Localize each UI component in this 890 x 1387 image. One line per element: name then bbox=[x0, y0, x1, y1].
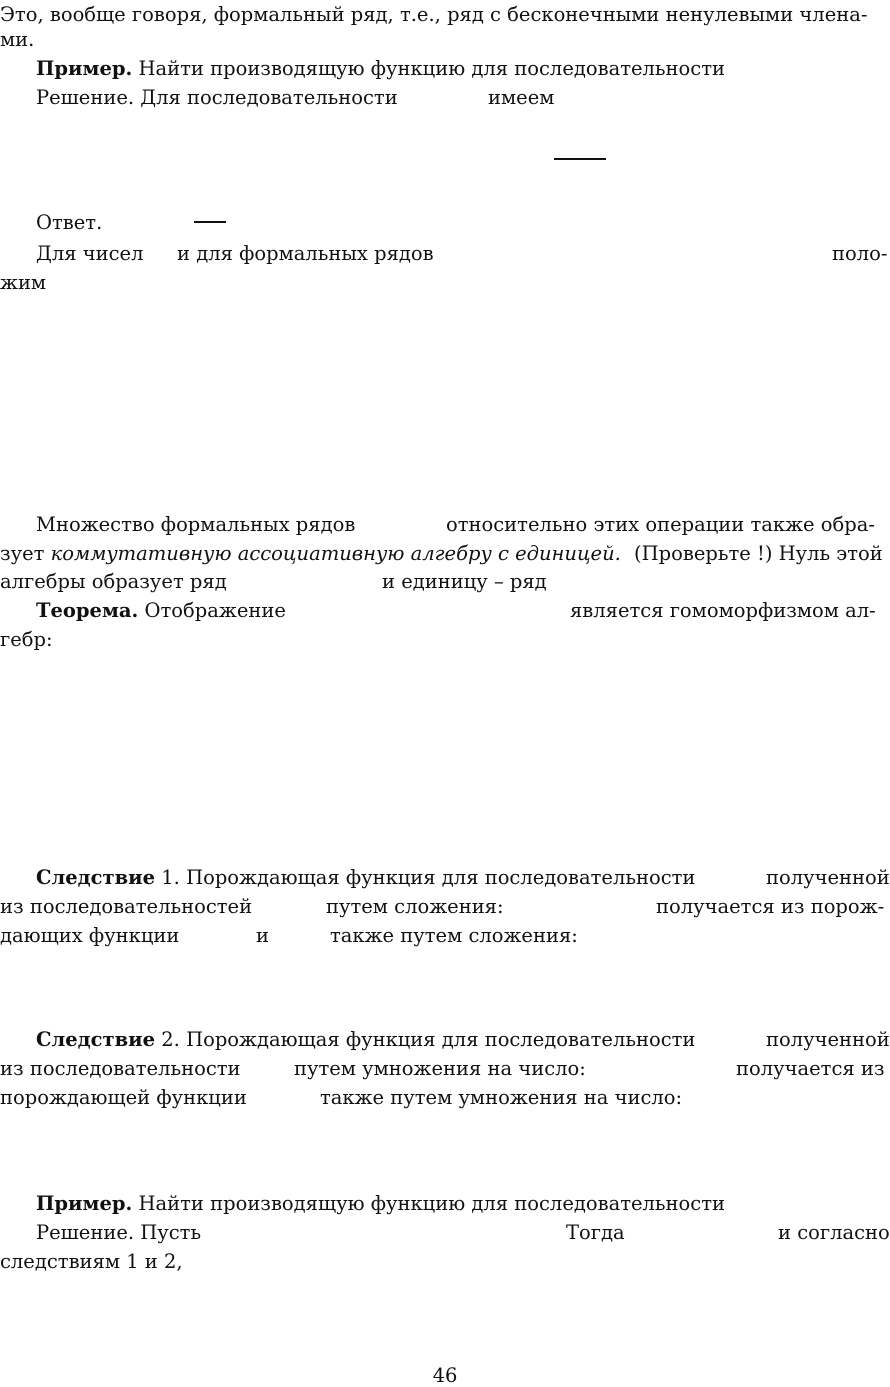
paragraph-line bbox=[0, 567, 890, 597]
theorem-line bbox=[0, 625, 890, 655]
corollary-text: также путем умножения на число: bbox=[320, 1086, 683, 1109]
corollary-text: дающих функции bbox=[0, 924, 180, 947]
corollary-line bbox=[0, 1083, 890, 1113]
corollary-text: полученной bbox=[766, 1028, 890, 1051]
paragraph-line bbox=[0, 510, 890, 540]
corollary-line bbox=[0, 921, 890, 951]
definition-text: жим bbox=[0, 271, 47, 294]
example-heading bbox=[0, 1189, 890, 1219]
solution-text: Решение. Пусть bbox=[36, 1221, 202, 1244]
corollary-text: 1. Порождающая функция для последовательности bbox=[161, 866, 696, 889]
corollary-text: из последовательностей bbox=[0, 895, 253, 918]
definition-line bbox=[0, 268, 890, 298]
example-label: Пример. bbox=[36, 57, 133, 80]
corollary-text: получается из bbox=[736, 1057, 885, 1080]
solution-text: и согласно bbox=[778, 1221, 890, 1244]
solution-text: следствиям 1 и 2, bbox=[0, 1250, 183, 1273]
corollary-line bbox=[0, 863, 890, 893]
page-number: 46 bbox=[432, 1364, 458, 1387]
example-label: Пример. bbox=[36, 1192, 133, 1215]
paragraph-text: алгебры образует ряд bbox=[0, 570, 227, 593]
corollary-line bbox=[0, 1054, 890, 1084]
corollary-text: из последовательности bbox=[0, 1057, 241, 1080]
corollary-text: получается из порож- bbox=[656, 895, 885, 918]
theorem-label: Теорема. bbox=[36, 599, 139, 622]
solution-line bbox=[0, 83, 890, 113]
theorem-text: является гомоморфизмом ал- bbox=[570, 599, 876, 622]
theorem-line bbox=[0, 596, 890, 626]
example-text: Найти производящую функцию для последовательности bbox=[138, 1192, 725, 1215]
corollary-text: путем сложения: bbox=[326, 895, 504, 918]
corollary-label: Следствие bbox=[36, 1028, 156, 1051]
corollary-text: путем умножения на число: bbox=[294, 1057, 586, 1080]
example-heading bbox=[0, 54, 890, 84]
solution-line bbox=[0, 1247, 890, 1277]
paragraph-text: ми. bbox=[0, 28, 35, 51]
theorem-text: Отображение bbox=[144, 599, 286, 622]
paragraph-text: Это, вообще говоря, формальный ряд, т.е., ряд с бесконечными ненулевыми члена- bbox=[0, 3, 868, 26]
emphasis-text: коммутативную ассоциативную алгебру с единицей. bbox=[50, 542, 621, 565]
corollary-text: 2. Порождающая функция для последовательности bbox=[161, 1028, 696, 1051]
theorem-text: гебр: bbox=[0, 628, 53, 651]
solution-text: имеем bbox=[488, 86, 555, 109]
paragraph-line bbox=[0, 539, 890, 569]
definition-text: Для чисел bbox=[36, 242, 144, 265]
solution-text: Решение. Для последовательности bbox=[36, 86, 398, 109]
solution-text: Тогда bbox=[566, 1221, 625, 1244]
corollary-text: полученной bbox=[766, 866, 890, 889]
paragraph-text: Множество формальных рядов bbox=[36, 513, 356, 536]
corollary-line bbox=[0, 892, 890, 922]
paragraph-text: (Проверьте !) Нуль этой bbox=[634, 542, 883, 565]
definition-line bbox=[0, 239, 890, 269]
fraction-bar bbox=[194, 221, 226, 223]
example-text: Найти производящую функцию для последовательности bbox=[138, 57, 725, 80]
answer-line bbox=[0, 208, 890, 238]
corollary-line bbox=[0, 1025, 890, 1055]
corollary-text: и bbox=[256, 924, 269, 947]
corollary-text: порождающей функции bbox=[0, 1086, 247, 1109]
solution-line bbox=[0, 1218, 890, 1248]
paragraph-text: и единицу – ряд bbox=[382, 570, 547, 593]
corollary-label: Следствие bbox=[36, 866, 156, 889]
text-line bbox=[0, 25, 890, 55]
paragraph-text: зует bbox=[0, 542, 45, 565]
definition-text: и для формальных рядов bbox=[177, 242, 434, 265]
answer-label: Ответ. bbox=[36, 211, 103, 234]
fraction-bar bbox=[554, 158, 606, 160]
definition-text: поло- bbox=[832, 242, 888, 265]
paragraph-text: относительно этих операции также обра- bbox=[446, 513, 875, 536]
corollary-text: также путем сложения: bbox=[330, 924, 578, 947]
